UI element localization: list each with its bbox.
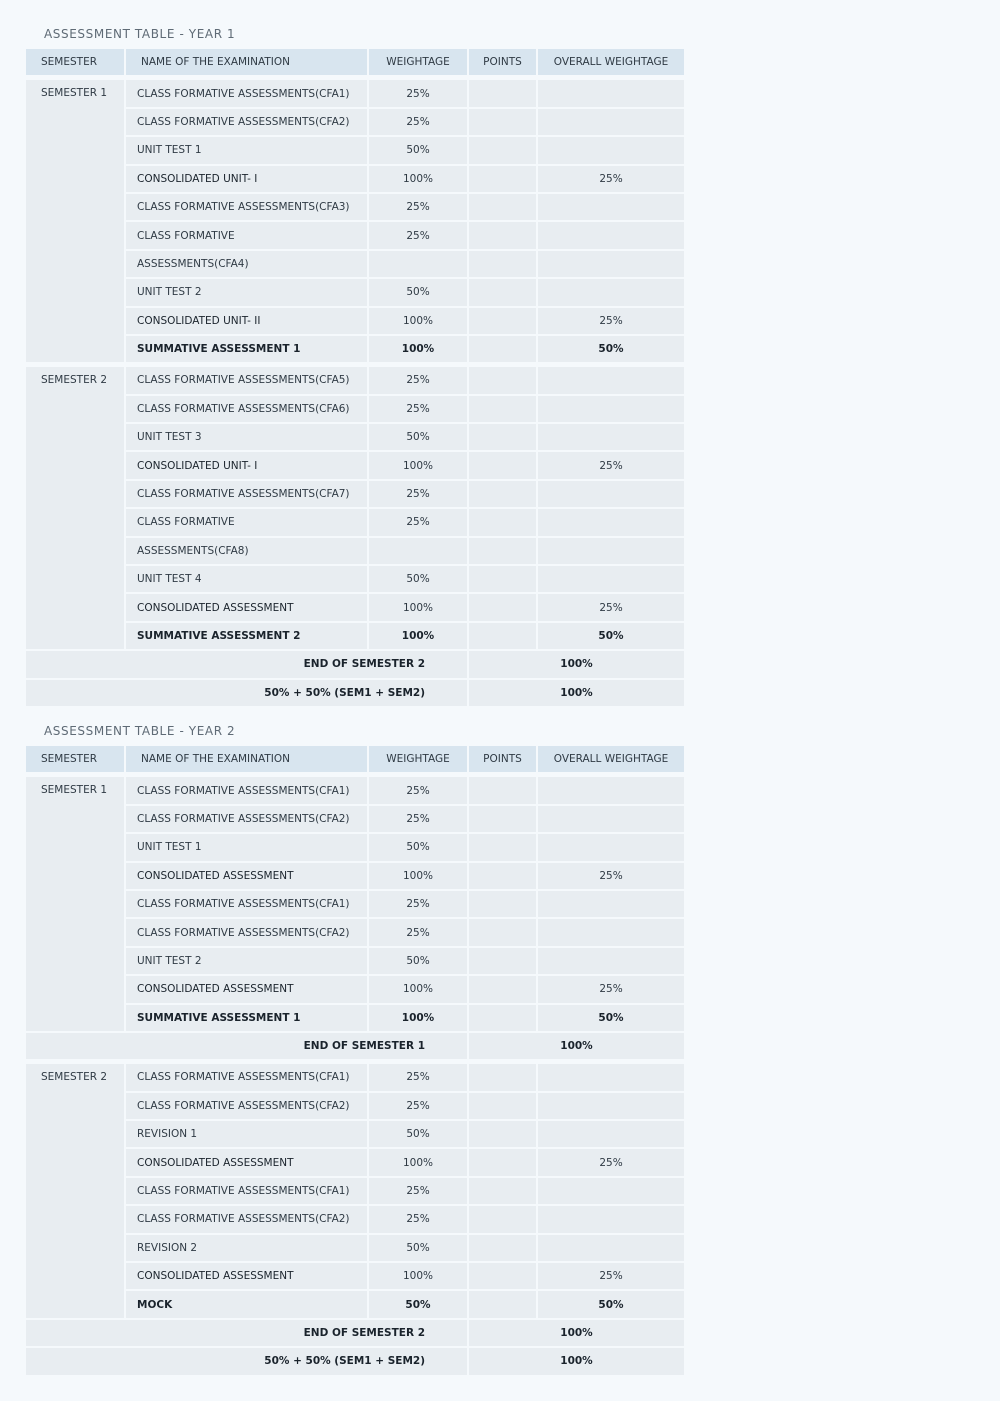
- footer-value: 100%: [469, 1320, 684, 1346]
- overall-weightage-cell: 25%: [538, 308, 684, 334]
- weightage-cell: 100%: [369, 308, 467, 334]
- points-cell: [469, 919, 536, 945]
- exam-name: CLASS FORMATIVE ASSESSMENTS(CFA2): [126, 1206, 367, 1232]
- weightage-cell: [369, 538, 467, 564]
- header-weightage: WEIGHTAGE: [369, 746, 467, 772]
- table-row: [26, 308, 684, 334]
- table-row: [26, 481, 684, 507]
- exam-name: CONSOLIDATED UNIT- I: [126, 166, 367, 192]
- exam-name: UNIT TEST 2: [126, 948, 367, 974]
- points-cell: [469, 891, 536, 917]
- points-cell: [469, 806, 536, 832]
- weightage-cell: 100%: [369, 594, 467, 620]
- points-cell: [469, 976, 536, 1002]
- weightage-cell: 25%: [369, 194, 467, 220]
- overall-weightage-cell: [538, 1235, 684, 1261]
- overall-weightage-cell: [538, 509, 684, 535]
- weightage-cell: 50%: [369, 1291, 467, 1317]
- points-cell: [469, 538, 536, 564]
- exam-name: CLASS FORMATIVE ASSESSMENTS(CFA2): [126, 919, 367, 945]
- weightage-cell: 25%: [369, 1064, 467, 1090]
- header-points: POINTS: [469, 49, 536, 75]
- overall-weightage-cell: 50%: [538, 623, 684, 649]
- overall-weightage-cell: [538, 834, 684, 860]
- year2-title: ASSESSMENT TABLE - YEAR 2: [44, 724, 236, 738]
- table-row: [26, 1291, 684, 1317]
- points-cell: [469, 279, 536, 305]
- exam-name: CONSOLIDATED ASSESSMENT: [126, 594, 367, 620]
- table-row: [26, 623, 684, 649]
- footer-row: [26, 1033, 684, 1059]
- table-row: [26, 509, 684, 535]
- exam-name: CONSOLIDATED ASSESSMENT: [126, 1149, 367, 1175]
- table-row: [26, 1005, 684, 1031]
- overall-weightage-cell: [538, 1178, 684, 1204]
- overall-weightage-cell: [538, 1206, 684, 1232]
- exam-name: CONSOLIDATED ASSESSMENT: [126, 976, 367, 1002]
- overall-weightage-cell: [538, 481, 684, 507]
- weightage-cell: 25%: [369, 396, 467, 422]
- header-points: POINTS: [469, 746, 536, 772]
- points-cell: [469, 424, 536, 450]
- table-row: [26, 1263, 684, 1289]
- exam-name: REVISION 1: [126, 1121, 367, 1147]
- table-row: [26, 1064, 684, 1090]
- points-cell: [469, 367, 536, 393]
- exam-name: CLASS FORMATIVE ASSESSMENTS(CFA1): [126, 891, 367, 917]
- overall-weightage-cell: [538, 80, 684, 106]
- table-row: [26, 1178, 684, 1204]
- overall-weightage-cell: 25%: [538, 166, 684, 192]
- points-cell: [469, 948, 536, 974]
- exam-name: CLASS FORMATIVE ASSESSMENTS(CFA6): [126, 396, 367, 422]
- weightage-cell: 50%: [369, 137, 467, 163]
- overall-weightage-cell: [538, 777, 684, 803]
- weightage-cell: 25%: [369, 109, 467, 135]
- footer-label: END OF SEMESTER 2: [26, 1320, 467, 1346]
- weightage-cell: 25%: [369, 222, 467, 248]
- weightage-cell: 50%: [369, 424, 467, 450]
- points-cell: [469, 594, 536, 620]
- points-cell: [469, 1206, 536, 1232]
- overall-weightage-cell: [538, 396, 684, 422]
- points-cell: [469, 452, 536, 478]
- table-row: [26, 891, 684, 917]
- weightage-cell: 50%: [369, 566, 467, 592]
- exam-name: UNIT TEST 4: [126, 566, 367, 592]
- points-cell: [469, 222, 536, 248]
- table-row: [26, 279, 684, 305]
- overall-weightage-cell: [538, 424, 684, 450]
- points-cell: [469, 566, 536, 592]
- semester-label: SEMESTER 2: [26, 367, 124, 649]
- year1-title: ASSESSMENT TABLE - YEAR 1: [44, 27, 236, 41]
- weightage-cell: 100%: [369, 976, 467, 1002]
- overall-weightage-cell: [538, 806, 684, 832]
- weightage-cell: 100%: [369, 863, 467, 889]
- points-cell: [469, 863, 536, 889]
- exam-name: CONSOLIDATED UNIT- II: [126, 308, 367, 334]
- table-row: [26, 1206, 684, 1232]
- exam-name: ASSESSMENTS(CFA8): [126, 538, 367, 564]
- points-cell: [469, 1178, 536, 1204]
- table-row: [26, 1121, 684, 1147]
- exam-name: UNIT TEST 3: [126, 424, 367, 450]
- overall-weightage-cell: [538, 222, 684, 248]
- points-cell: [469, 1005, 536, 1031]
- overall-weightage-cell: 25%: [538, 1149, 684, 1175]
- header-examination: NAME OF THE EXAMINATION: [126, 746, 367, 772]
- exam-name: CLASS FORMATIVE ASSESSMENTS(CFA3): [126, 194, 367, 220]
- weightage-cell: 25%: [369, 509, 467, 535]
- overall-weightage-cell: [538, 948, 684, 974]
- points-cell: [469, 336, 536, 362]
- exam-name: REVISION 2: [126, 1235, 367, 1261]
- weightage-cell: 50%: [369, 1235, 467, 1261]
- semester-label: SEMESTER 2: [26, 1064, 124, 1318]
- overall-weightage-cell: [538, 279, 684, 305]
- points-cell: [469, 166, 536, 192]
- weightage-cell: 50%: [369, 948, 467, 974]
- weightage-cell: 100%: [369, 623, 467, 649]
- semester-label: SEMESTER 1: [26, 80, 124, 362]
- overall-weightage-cell: 25%: [538, 1263, 684, 1289]
- weightage-cell: 25%: [369, 891, 467, 917]
- table-row: [26, 976, 684, 1002]
- table-row: [26, 948, 684, 974]
- overall-weightage-cell: [538, 538, 684, 564]
- table-row: [26, 863, 684, 889]
- overall-weightage-cell: [538, 367, 684, 393]
- points-cell: [469, 481, 536, 507]
- header-overall-weightage: OVERALL WEIGHTAGE: [538, 49, 684, 75]
- overall-weightage-cell: [538, 251, 684, 277]
- table-header: [26, 49, 684, 75]
- points-cell: [469, 251, 536, 277]
- overall-weightage-cell: [538, 194, 684, 220]
- table-row: [26, 222, 684, 248]
- weightage-cell: 25%: [369, 1206, 467, 1232]
- overall-weightage-cell: [538, 137, 684, 163]
- exam-name: CLASS FORMATIVE ASSESSMENTS(CFA7): [126, 481, 367, 507]
- points-cell: [469, 623, 536, 649]
- table-row: [26, 166, 684, 192]
- table-row: [26, 1235, 684, 1261]
- exam-name: UNIT TEST 1: [126, 137, 367, 163]
- footer-label: END OF SEMESTER 1: [26, 1033, 467, 1059]
- table-row: [26, 1093, 684, 1119]
- weightage-cell: 50%: [369, 1121, 467, 1147]
- points-cell: [469, 80, 536, 106]
- exam-name: CLASS FORMATIVE ASSESSMENTS(CFA1): [126, 1178, 367, 1204]
- footer-row: [26, 651, 684, 677]
- weightage-cell: 25%: [369, 80, 467, 106]
- overall-weightage-cell: 25%: [538, 452, 684, 478]
- exam-name: CLASS FORMATIVE: [126, 509, 367, 535]
- table-row: [26, 367, 684, 393]
- points-cell: [469, 509, 536, 535]
- overall-weightage-cell: 25%: [538, 863, 684, 889]
- points-cell: [469, 396, 536, 422]
- overall-weightage-cell: [538, 1064, 684, 1090]
- overall-weightage-cell: [538, 1121, 684, 1147]
- overall-weightage-cell: 50%: [538, 1291, 684, 1317]
- exam-name: CONSOLIDATED ASSESSMENT: [126, 863, 367, 889]
- weightage-cell: 100%: [369, 1263, 467, 1289]
- footer-value: 100%: [469, 1033, 684, 1059]
- footer-row: [26, 680, 684, 706]
- footer-value: 100%: [469, 1348, 684, 1374]
- overall-weightage-cell: 25%: [538, 976, 684, 1002]
- table-row: [26, 194, 684, 220]
- weightage-cell: 100%: [369, 1149, 467, 1175]
- weightage-cell: 25%: [369, 1178, 467, 1204]
- overall-weightage-cell: 25%: [538, 594, 684, 620]
- points-cell: [469, 137, 536, 163]
- points-cell: [469, 1263, 536, 1289]
- points-cell: [469, 1064, 536, 1090]
- table-row: [26, 777, 684, 803]
- weightage-cell: [369, 251, 467, 277]
- table-row: [26, 396, 684, 422]
- table-row: [26, 80, 684, 106]
- points-cell: [469, 1121, 536, 1147]
- assessment-table-year2: [24, 744, 686, 1377]
- table-row: [26, 336, 684, 362]
- weightage-cell: 50%: [369, 834, 467, 860]
- weightage-cell: 25%: [369, 367, 467, 393]
- weightage-cell: 100%: [369, 1005, 467, 1031]
- footer-value: 100%: [469, 680, 684, 706]
- weightage-cell: 100%: [369, 166, 467, 192]
- exam-name: CONSOLIDATED UNIT- I: [126, 452, 367, 478]
- table-row: [26, 806, 684, 832]
- header-semester: SEMESTER: [26, 49, 124, 75]
- exam-name: UNIT TEST 1: [126, 834, 367, 860]
- overall-weightage-cell: [538, 891, 684, 917]
- overall-weightage-cell: [538, 1093, 684, 1119]
- exam-name: CLASS FORMATIVE ASSESSMENTS(CFA1): [126, 80, 367, 106]
- points-cell: [469, 834, 536, 860]
- overall-weightage-cell: [538, 566, 684, 592]
- points-cell: [469, 194, 536, 220]
- weightage-cell: 25%: [369, 481, 467, 507]
- exam-name: CLASS FORMATIVE ASSESSMENTS(CFA1): [126, 1064, 367, 1090]
- footer-row: [26, 1348, 684, 1374]
- footer-label: 50% + 50% (SEM1 + SEM2): [26, 1348, 467, 1374]
- weightage-cell: 100%: [369, 452, 467, 478]
- footer-label: 50% + 50% (SEM1 + SEM2): [26, 680, 467, 706]
- exam-name: CLASS FORMATIVE ASSESSMENTS(CFA2): [126, 806, 367, 832]
- exam-name: MOCK: [126, 1291, 367, 1317]
- exam-name: CLASS FORMATIVE ASSESSMENTS(CFA1): [126, 777, 367, 803]
- table-row: [26, 919, 684, 945]
- exam-name: CLASS FORMATIVE ASSESSMENTS(CFA2): [126, 1093, 367, 1119]
- weightage-cell: 25%: [369, 919, 467, 945]
- overall-weightage-cell: [538, 109, 684, 135]
- table-row: [26, 109, 684, 135]
- points-cell: [469, 1291, 536, 1317]
- exam-name: UNIT TEST 2: [126, 279, 367, 305]
- header-overall-weightage: OVERALL WEIGHTAGE: [538, 746, 684, 772]
- points-cell: [469, 109, 536, 135]
- points-cell: [469, 308, 536, 334]
- table-row: [26, 452, 684, 478]
- exam-name: CLASS FORMATIVE: [126, 222, 367, 248]
- header-semester: SEMESTER: [26, 746, 124, 772]
- table-row: [26, 1149, 684, 1175]
- points-cell: [469, 1235, 536, 1261]
- header-examination: NAME OF THE EXAMINATION: [126, 49, 367, 75]
- points-cell: [469, 1093, 536, 1119]
- overall-weightage-cell: 50%: [538, 336, 684, 362]
- points-cell: [469, 1149, 536, 1175]
- overall-weightage-cell: [538, 919, 684, 945]
- overall-weightage-cell: 50%: [538, 1005, 684, 1031]
- exam-name: SUMMATIVE ASSESSMENT 1: [126, 1005, 367, 1031]
- table-row: [26, 424, 684, 450]
- weightage-cell: 25%: [369, 777, 467, 803]
- exam-name: SUMMATIVE ASSESSMENT 2: [126, 623, 367, 649]
- table-row: [26, 566, 684, 592]
- weightage-cell: 25%: [369, 806, 467, 832]
- table-row: [26, 251, 684, 277]
- exam-name: SUMMATIVE ASSESSMENT 1: [126, 336, 367, 362]
- exam-name: CLASS FORMATIVE ASSESSMENTS(CFA5): [126, 367, 367, 393]
- weightage-cell: 50%: [369, 279, 467, 305]
- exam-name: CONSOLIDATED ASSESSMENT: [126, 1263, 367, 1289]
- table-header: [26, 746, 684, 772]
- footer-value: 100%: [469, 651, 684, 677]
- footer-label: END OF SEMESTER 2: [26, 651, 467, 677]
- weightage-cell: 100%: [369, 336, 467, 362]
- semester-label: SEMESTER 1: [26, 777, 124, 1031]
- weightage-cell: 25%: [369, 1093, 467, 1119]
- header-weightage: WEIGHTAGE: [369, 49, 467, 75]
- exam-name: CLASS FORMATIVE ASSESSMENTS(CFA2): [126, 109, 367, 135]
- table-row: [26, 594, 684, 620]
- assessment-table-year1: [24, 47, 686, 708]
- table-row: [26, 834, 684, 860]
- exam-name: ASSESSMENTS(CFA4): [126, 251, 367, 277]
- points-cell: [469, 777, 536, 803]
- table-row: [26, 538, 684, 564]
- footer-row: [26, 1320, 684, 1346]
- table-row: [26, 137, 684, 163]
